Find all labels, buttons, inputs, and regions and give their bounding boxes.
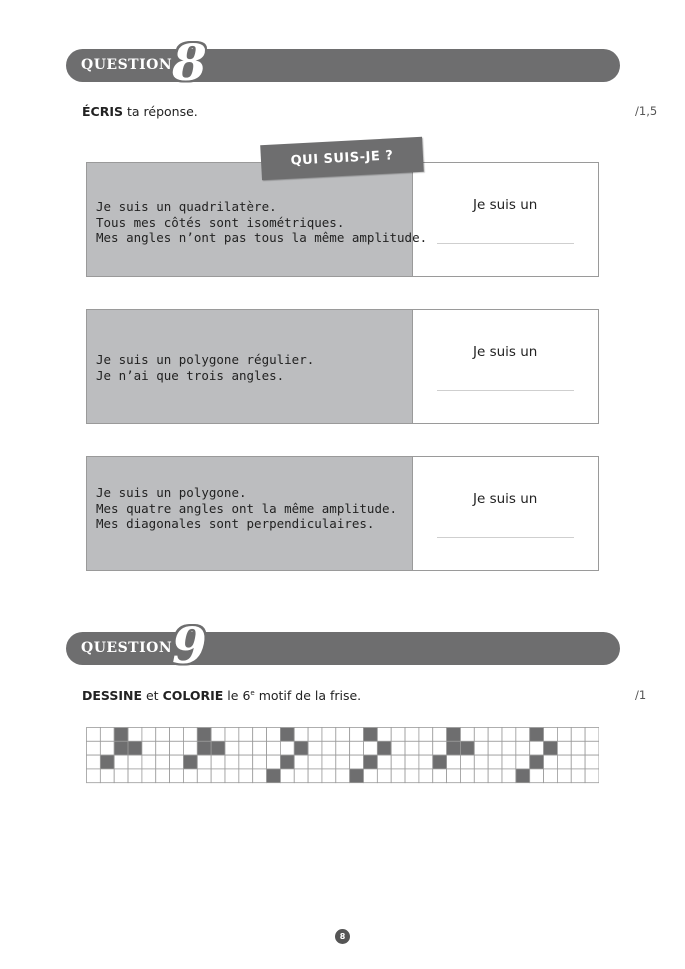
frieze-grid-svg[interactable] (86, 727, 599, 784)
grid-cell[interactable] (294, 728, 308, 742)
page-number: 8 (335, 929, 350, 944)
grid-cell-filled[interactable] (114, 728, 128, 742)
grid-cell[interactable] (156, 728, 170, 742)
grid-cell[interactable] (419, 728, 433, 742)
grid-cell[interactable] (322, 769, 336, 783)
grid-cell-filled[interactable] (267, 769, 281, 783)
grid-cell[interactable] (391, 728, 405, 742)
grid-cell[interactable] (447, 755, 461, 769)
riddle-clues-2 (87, 310, 413, 423)
grid-cell-filled[interactable] (433, 755, 447, 769)
grid-cell[interactable] (308, 755, 322, 769)
instruction-verb-color: COLORIE (162, 688, 224, 703)
grid-cell[interactable] (336, 769, 350, 783)
grid-cell[interactable] (433, 741, 447, 755)
grid-cell-filled[interactable] (197, 728, 211, 742)
grid-cell[interactable] (197, 755, 211, 769)
grid-cell[interactable] (544, 769, 558, 783)
grid-cell[interactable] (128, 728, 142, 742)
grid-cell[interactable] (557, 741, 571, 755)
grid-cell[interactable] (474, 741, 488, 755)
grid-cell[interactable] (170, 769, 184, 783)
grid-cell[interactable] (267, 741, 281, 755)
grid-cell-filled[interactable] (350, 769, 364, 783)
grid-cell[interactable] (308, 728, 322, 742)
question-8-header (66, 33, 620, 92)
grid-cell[interactable] (156, 755, 170, 769)
grid-cell[interactable] (405, 769, 419, 783)
grid-cell[interactable] (350, 728, 364, 742)
grid-cell[interactable] (557, 755, 571, 769)
grid-cell-filled[interactable] (183, 755, 197, 769)
riddle-title-tag: QUI SUIS-JE ? (260, 137, 424, 180)
answer-field-3[interactable] (437, 537, 574, 538)
grid-cell[interactable] (364, 741, 378, 755)
instruction-text: ta réponse. (123, 104, 198, 119)
grid-cell[interactable] (530, 741, 544, 755)
grid-cell[interactable] (197, 769, 211, 783)
grid-cell-filled[interactable] (516, 769, 530, 783)
riddle-box-3 (86, 456, 599, 571)
riddle-text-2: Je suis un polygone régulier. Je n’ai que trois angles. (96, 352, 315, 383)
grid-cell[interactable] (377, 769, 391, 783)
grid-cell[interactable] (239, 769, 253, 783)
grid-cell-filled[interactable] (530, 728, 544, 742)
question-8-label: QUESTION (81, 57, 173, 73)
grid-cell[interactable] (253, 728, 267, 742)
grid-cell[interactable] (142, 769, 156, 783)
grid-cell[interactable] (128, 769, 142, 783)
grid-cell[interactable] (100, 769, 114, 783)
grid-cell[interactable] (142, 741, 156, 755)
question-8-instruction (82, 104, 198, 119)
riddle-clues-1 (87, 163, 428, 276)
answer-field-2[interactable] (437, 390, 574, 391)
grid-cell[interactable] (239, 741, 253, 755)
grid-cell[interactable] (253, 769, 267, 783)
question-8-number: 8 (172, 33, 207, 92)
grid-cell[interactable] (488, 755, 502, 769)
grid-cell[interactable] (350, 755, 364, 769)
riddle-text-3: Je suis un polygone. Mes quatre angles ont la même amplitude. Mes diagonales sont perpendiculaires. (96, 485, 398, 531)
answer-prompt-1: Je suis un (473, 197, 538, 213)
grid-cell[interactable] (170, 741, 184, 755)
grid-cell[interactable] (225, 728, 239, 742)
grid-cell[interactable] (267, 728, 281, 742)
grid-cell[interactable] (460, 769, 474, 783)
grid-cell-filled[interactable] (280, 728, 294, 742)
grid-cell[interactable] (322, 728, 336, 742)
grid-cell[interactable] (267, 755, 281, 769)
grid-cell[interactable] (474, 769, 488, 783)
grid-cell[interactable] (142, 728, 156, 742)
grid-cell[interactable] (183, 769, 197, 783)
grid-cell[interactable] (391, 741, 405, 755)
grid-cell[interactable] (419, 755, 433, 769)
answer-field-1[interactable] (437, 243, 574, 244)
grid-cell[interactable] (170, 755, 184, 769)
grid-cell[interactable] (336, 741, 350, 755)
grid-cell-filled[interactable] (294, 741, 308, 755)
grid-cell[interactable] (571, 728, 585, 742)
grid-cell[interactable] (211, 728, 225, 742)
instruction-verb: ÉCRIS (82, 104, 123, 119)
grid-cell[interactable] (405, 755, 419, 769)
grid-cell[interactable] (405, 741, 419, 755)
grid-cell[interactable] (530, 769, 544, 783)
grid-cell[interactable] (280, 769, 294, 783)
grid-cell[interactable] (585, 755, 599, 769)
grid-cell[interactable] (170, 728, 184, 742)
grid-cell[interactable] (488, 728, 502, 742)
question-9-instruction (82, 688, 361, 703)
grid-cell[interactable] (571, 741, 585, 755)
grid-cell-filled[interactable] (100, 755, 114, 769)
question-8-score: /1,5 (635, 104, 658, 118)
grid-cell[interactable] (350, 741, 364, 755)
grid-cell[interactable] (308, 741, 322, 755)
grid-cell[interactable] (211, 769, 225, 783)
grid-cell-filled[interactable] (197, 741, 211, 755)
grid-cell[interactable] (183, 741, 197, 755)
grid-cell[interactable] (405, 728, 419, 742)
grid-cell[interactable] (571, 755, 585, 769)
riddle-clues-3 (87, 457, 413, 570)
instruction-and: et (142, 688, 163, 703)
grid-cell[interactable] (294, 769, 308, 783)
grid-cell[interactable] (294, 755, 308, 769)
grid-cell-filled[interactable] (364, 728, 378, 742)
grid-cell[interactable] (211, 755, 225, 769)
grid-cell-filled[interactable] (280, 755, 294, 769)
grid-cell[interactable] (502, 728, 516, 742)
grid-cell[interactable] (474, 728, 488, 742)
grid-cell[interactable] (488, 741, 502, 755)
grid-cell[interactable] (585, 741, 599, 755)
grid-cell[interactable] (557, 728, 571, 742)
frieze-grid[interactable] (86, 727, 599, 784)
riddle-box-2 (86, 309, 599, 424)
answer-prompt-3: Je suis un (473, 491, 538, 507)
instruction-pre: le 6 (223, 688, 251, 703)
grid-cell[interactable] (419, 741, 433, 755)
grid-cell[interactable] (419, 769, 433, 783)
grid-cell[interactable] (516, 755, 530, 769)
instruction-sup: e (250, 688, 255, 697)
grid-cell[interactable] (225, 741, 239, 755)
grid-cell[interactable] (114, 769, 128, 783)
grid-cell[interactable] (239, 755, 253, 769)
grid-cell[interactable] (225, 755, 239, 769)
grid-cell[interactable] (433, 769, 447, 783)
grid-cell-filled[interactable] (544, 741, 558, 755)
grid-cell[interactable] (557, 769, 571, 783)
grid-cell[interactable] (585, 769, 599, 783)
grid-cell[interactable] (336, 728, 350, 742)
grid-cell[interactable] (433, 728, 447, 742)
grid-cell[interactable] (253, 755, 267, 769)
grid-cell[interactable] (322, 755, 336, 769)
grid-cell[interactable] (364, 769, 378, 783)
grid-cell[interactable] (585, 728, 599, 742)
riddle-box-1 (86, 162, 599, 277)
riddle-text-1: Je suis un quadrilatère. Tous mes côtés sont isométriques. Mes angles n’ont pas tous la même amplitude. (96, 199, 428, 245)
grid-cell-filled[interactable] (114, 741, 128, 755)
grid-cell[interactable] (253, 741, 267, 755)
question-9-number: 9 (172, 616, 207, 675)
grid-cell[interactable] (377, 728, 391, 742)
grid-cell[interactable] (128, 755, 142, 769)
grid-cell-filled[interactable] (530, 755, 544, 769)
grid-cell-filled[interactable] (447, 741, 461, 755)
grid-cell[interactable] (322, 741, 336, 755)
grid-cell[interactable] (156, 741, 170, 755)
grid-cell-filled[interactable] (128, 741, 142, 755)
grid-cell[interactable] (183, 728, 197, 742)
grid-cell[interactable] (100, 741, 114, 755)
grid-cell[interactable] (377, 755, 391, 769)
grid-cell[interactable] (447, 769, 461, 783)
grid-cell[interactable] (391, 769, 405, 783)
grid-cell-filled[interactable] (364, 755, 378, 769)
grid-cell[interactable] (100, 728, 114, 742)
grid-cell[interactable] (225, 769, 239, 783)
grid-cell[interactable] (114, 755, 128, 769)
grid-cell-filled[interactable] (447, 728, 461, 742)
grid-cell[interactable] (87, 755, 101, 769)
grid-cell[interactable] (460, 728, 474, 742)
grid-cell[interactable] (391, 755, 405, 769)
grid-cell[interactable] (460, 755, 474, 769)
grid-cell[interactable] (280, 741, 294, 755)
grid-cell[interactable] (544, 728, 558, 742)
grid-cell[interactable] (571, 769, 585, 783)
grid-cell[interactable] (474, 755, 488, 769)
grid-cell[interactable] (516, 741, 530, 755)
grid-cell[interactable] (502, 755, 516, 769)
grid-cell[interactable] (142, 755, 156, 769)
instruction-post: motif de la frise. (254, 688, 362, 703)
question-9-header (66, 616, 620, 675)
question-9-label: QUESTION (81, 640, 173, 656)
grid-cell[interactable] (544, 755, 558, 769)
grid-cell-filled[interactable] (460, 741, 474, 755)
grid-cell[interactable] (502, 769, 516, 783)
instruction-verb-draw: DESSINE (82, 688, 143, 703)
question-9-score: /1 (635, 688, 647, 702)
grid-cell[interactable] (488, 769, 502, 783)
grid-cell-filled[interactable] (211, 741, 225, 755)
grid-cell[interactable] (336, 755, 350, 769)
grid-cell[interactable] (87, 728, 101, 742)
grid-cell[interactable] (87, 741, 101, 755)
grid-cell[interactable] (156, 769, 170, 783)
grid-cell[interactable] (516, 728, 530, 742)
grid-cell-filled[interactable] (377, 741, 391, 755)
grid-cell[interactable] (239, 728, 253, 742)
answer-prompt-2: Je suis un (473, 344, 538, 360)
grid-cell[interactable] (502, 741, 516, 755)
grid-cell[interactable] (87, 769, 101, 783)
grid-cell[interactable] (308, 769, 322, 783)
